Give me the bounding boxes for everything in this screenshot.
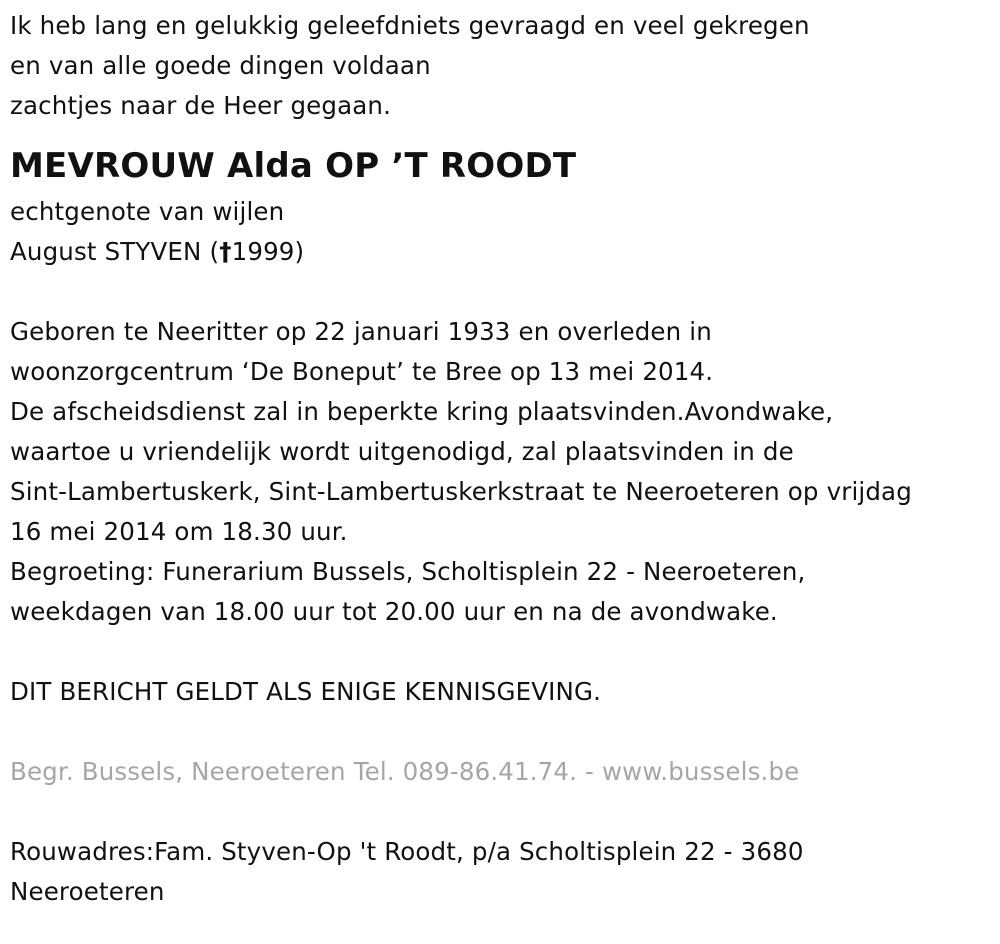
details-line-7: Begroeting: Funerarium Bussels, Scholtisplein 22 - Neeroeteren,	[10, 557, 806, 586]
cross-icon: †	[219, 237, 232, 266]
poem	[10, 6, 995, 126]
spouse-info	[10, 192, 995, 272]
details-line-8: weekdagen van 18.00 uur tot 20.00 uur en na de avondwake.	[10, 597, 778, 626]
undertaker-contact: Begr. Bussels, Neeroeteren Tel. 089-86.41.74. - www.bussels.be	[10, 757, 800, 786]
relation-text: echtgenote van wijlen	[10, 197, 285, 226]
spouse-name: August STYVEN (	[10, 237, 220, 266]
poem-line-1: Ik heb lang en gelukkig geleefdniets gevraagd en veel gekregen	[10, 11, 810, 40]
spacer	[10, 712, 995, 752]
spouse-death-year: 1999)	[231, 237, 305, 266]
spacer	[10, 272, 995, 312]
notice-text: DIT BERICHT GELDT ALS ENIGE KENNISGEVING.	[10, 677, 602, 706]
spacer	[10, 792, 995, 832]
details-paragraph	[10, 312, 995, 632]
deceased-name: MEVROUW Alda OP ’T ROODT	[10, 146, 577, 186]
spouse-line	[10, 232, 995, 272]
details-line-5: Sint-Lambertuskerk, Sint-Lambertuskerkstraat te Neeroeteren op vrijdag	[10, 477, 912, 506]
poem-line-3: zachtjes naar de Heer gegaan.	[10, 91, 392, 120]
details-line-4: waartoe u vriendelijk wordt uitgenodigd, zal plaatsvinden in de	[10, 437, 794, 466]
address-line-2: Neeroeteren	[10, 877, 165, 906]
address-line-1: Rouwadres:Fam. Styven-Op 't Roodt, p/a Scholtisplein 22 - 3680	[10, 837, 804, 866]
details-line-6: 16 mei 2014 om 18.30 uur.	[10, 517, 348, 546]
poem-line-2: en van alle goede dingen voldaan	[10, 51, 431, 80]
details-line-2: woonzorgcentrum ‘De Boneput’ te Bree op 13 mei 2014.	[10, 357, 714, 386]
details-line-1: Geboren te Neeritter op 22 januari 1933 en overleden in	[10, 317, 712, 346]
obituary-notice	[10, 6, 995, 912]
details-line-3: De afscheidsdienst zal in beperkte kring plaatsvinden.Avondwake,	[10, 397, 834, 426]
spacer	[10, 632, 995, 672]
mourning-address	[10, 832, 995, 912]
